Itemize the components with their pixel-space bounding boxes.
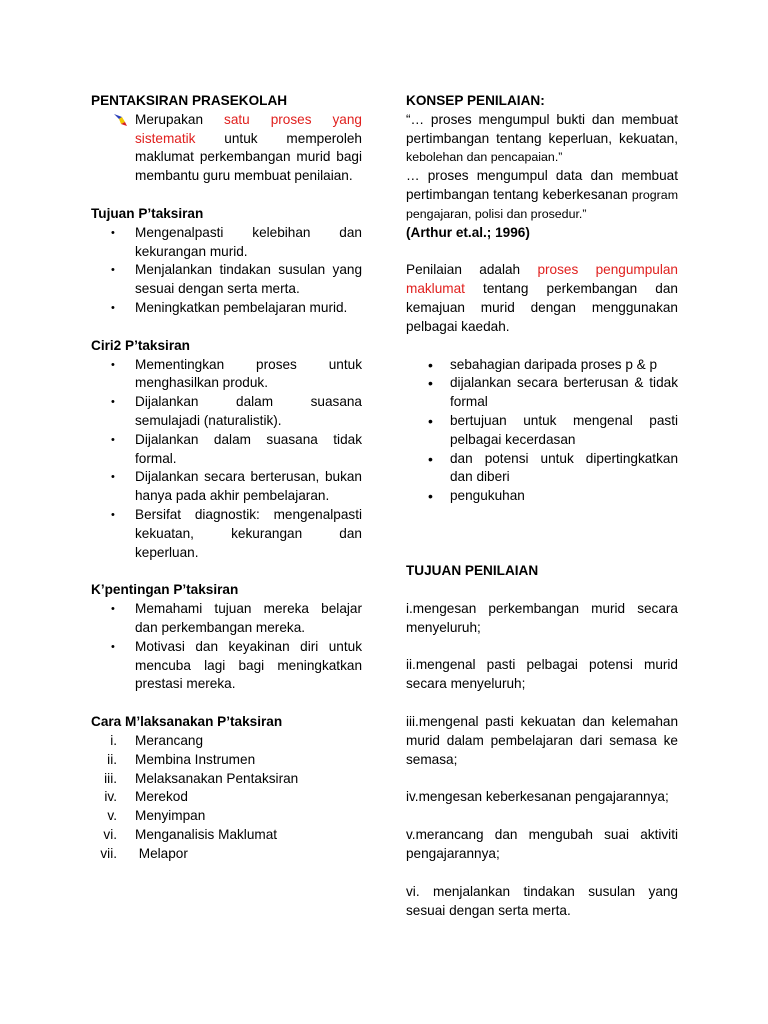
right-title: KONSEP PENILAIAN: bbox=[406, 93, 545, 108]
list-item: i. Merancang bbox=[110, 732, 204, 748]
bullet-icon: • bbox=[111, 640, 115, 653]
list-item: vi. Menganalisis Maklumat bbox=[103, 826, 278, 842]
list-item: • Mengenalpasti kelebihan dan kekurangan murid. bbox=[111, 224, 362, 259]
pushpin-icon bbox=[113, 113, 128, 127]
list-item: • dan potensi untuk dipertingkatkan dan diberi bbox=[428, 450, 678, 485]
list-item: iv.mengesan keberkesanan pengajarannya; bbox=[406, 789, 669, 805]
list-item: • Memahami tujuan mereka belajar dan perkembangan mereka. bbox=[111, 601, 362, 635]
bullet-icon: • bbox=[111, 264, 115, 277]
list-item: i.mengesan perkembangan murid secara menyeluruh; bbox=[406, 600, 678, 635]
left-column bbox=[91, 92, 362, 863]
intro-highlight: satu proses yang sistematik bbox=[135, 111, 362, 146]
bullet-icon: • bbox=[111, 358, 115, 371]
list-item: • Dijalankan dalam suasana tidak formal. bbox=[111, 431, 362, 466]
list-item: • sebahagian daripada proses p & p bbox=[428, 356, 658, 373]
list-item: v. Menyimpan bbox=[107, 808, 206, 824]
list-item: • pengukuhan bbox=[428, 488, 525, 505]
list-item: • Dijalankan secara berterusan, bukan hanya pada akhir pembelajaran. bbox=[111, 469, 362, 504]
list-item: • Mementingkan proses untuk menghasilkan produk. bbox=[111, 356, 362, 391]
bullet-icon: • bbox=[111, 396, 115, 409]
ciri-heading: Ciri2 P’taksiran bbox=[91, 337, 190, 353]
bullet-icon: • bbox=[111, 603, 115, 616]
intro-before: Merupakan bbox=[135, 111, 225, 127]
list-item: v.merancang dan mengubah suai aktiviti pengajarannya; bbox=[406, 827, 678, 861]
bullet-icon: • bbox=[428, 488, 433, 505]
intro-after: untuk memperoleh maklumat perkembangan murid bagi membantu guru membuat penilaian. bbox=[135, 130, 362, 184]
bullet-icon: • bbox=[111, 301, 115, 314]
list-item: • dijalankan secara berterusan & tidak formal bbox=[428, 375, 678, 410]
list-item: • Bersifat diagnostik: mengenalpasti kekuatan, kekurangan dan keperluan. bbox=[111, 506, 362, 560]
citation: (Arthur et.al.; 1996) bbox=[406, 224, 530, 240]
bullet-icon: • bbox=[428, 412, 433, 429]
bullet-icon: • bbox=[428, 375, 433, 392]
list-item: • Menjalankan tindakan susulan yang sesuai dengan serta merta. bbox=[111, 262, 362, 297]
list-item: ii. Membina Instrumen bbox=[107, 751, 256, 767]
list-item: iii. Melaksanakan Pentaksiran bbox=[104, 770, 299, 786]
bullet-icon: • bbox=[428, 356, 433, 373]
list-item: vii. Melapor bbox=[100, 845, 188, 861]
kepentingan-heading: K’pentingan P’taksiran bbox=[91, 582, 239, 598]
quote-1: “… proses mengumpul bukti dan membuat pertimbangan tentang keperluan, kekuatan, kebolehan dan pencapaian.” bbox=[406, 111, 678, 165]
list-item: iii.mengenal pasti kekuatan dan kelemahan murid dalam pembelajaran dari semasa ke semasa; bbox=[406, 713, 678, 767]
tujuan-heading: Tujuan P’taksiran bbox=[91, 205, 204, 221]
right-column bbox=[406, 92, 678, 920]
bullet-icon: • bbox=[111, 508, 115, 521]
quote-2: … proses mengumpul data dan membuat pertimbangan tentang keberkesanan program pengajaran, polisi dan prosedur.” bbox=[406, 168, 679, 221]
left-title: PENTAKSIRAN PRASEKOLAH bbox=[91, 93, 288, 108]
bullet-icon: • bbox=[428, 450, 433, 467]
list-item: vi. menjalankan tindakan susulan yang sesuai dengan serta merta. bbox=[406, 883, 678, 918]
list-item: ii.mengenal pasti pelbagai potensi murid secara menyeluruh; bbox=[406, 657, 678, 692]
list-item: • bertujuan untuk mengenal pasti pelbagai kecerdasan bbox=[428, 412, 678, 447]
list-item: • Dijalankan dalam suasana semulajadi (naturalistik). bbox=[111, 394, 362, 428]
intro-paragraph bbox=[91, 111, 362, 186]
bullet-icon: • bbox=[111, 471, 115, 484]
bullet-icon: • bbox=[111, 226, 115, 239]
cara-heading: Cara M’laksanakan P’taksiran bbox=[91, 714, 283, 730]
bullet-icon: • bbox=[111, 433, 115, 446]
list-item: iv. Merekod bbox=[104, 789, 188, 805]
list-item: • Motivasi dan keyakinan diri untuk mencuba lagi bagi meningkatkan prestasi mereka. bbox=[111, 638, 362, 692]
list-item: • Meningkatkan pembelajaran murid. bbox=[91, 299, 362, 318]
definition-paragraph: Penilaian adalah proses pengumpulan maklumat tentang perkembangan dan kemajuan murid dengan menggunakan pelbagai kaedah. bbox=[406, 262, 678, 334]
tujuan-penilaian-heading: TUJUAN PENILAIAN bbox=[406, 562, 539, 578]
